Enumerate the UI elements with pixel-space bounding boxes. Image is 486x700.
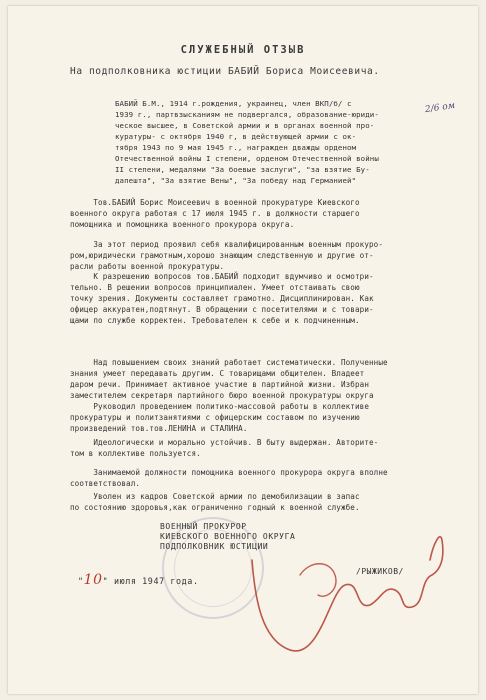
signature-title-line-2: КИЕВСКОГО ВОЕННОГО ОКРУГА bbox=[160, 532, 296, 541]
signatory-name: /РЫЖИКОВ/ bbox=[356, 567, 404, 576]
paragraph-knowledge: Над повышением своих знаний работает систематически. Полученные знания умеет передавать другим. С товарищами общителен. Владеет даром речи. Принимает активное участие в партийной жизни. Избран заместителем секретаря партийного бюро военной прокуратуры округа Руководил проведением политико-массовой работы в коллективе прокуратуры и политзанятиями с офицерским составом по изучению произведений тов.тов.ЛЕНИНА и СТАЛИНА. bbox=[70, 358, 388, 433]
signature-title-line-1: ВОЕННЫЙ ПРОКУРОР bbox=[160, 522, 247, 531]
document-date: "10" июля 1947 года. bbox=[78, 572, 199, 588]
handwritten-note: 2/6 ом bbox=[424, 100, 456, 116]
signature-title-line-3: ПОДПОЛКОВНИК ЮСТИЦИИ bbox=[160, 542, 269, 551]
paragraph-position: Занимаемой должности помощника военного прокурора округа вполне соответствовал. bbox=[70, 468, 388, 488]
document-title: СЛУЖЕБНЫЙ ОТЗЫВ bbox=[180, 44, 306, 56]
paragraph-approach: К разрешению вопросов тов.БАБИЙ подходит вдумчиво и осмотри- тельно. В решении вопросов принципиален. Умеет отстаивать свою точку зрения. Документы составляет грамотно. Дисциплинирован. Как офицер аккуратен,подтянут. В обращении с посетителями и с товари- щами по службе корректен. Требователен к себе и к подчиненным. bbox=[70, 272, 374, 325]
date-rest: " июля 1947 года. bbox=[102, 576, 199, 586]
paragraph-qualification: За этот период проявил себя квалифицированным военным прокуро- ром,юридически грамотным,хорошо знающим следственную и другие от- расли работы военной прокуратуры. bbox=[70, 240, 384, 271]
biography-paragraph: БАБИЙ Б.М., 1914 г.рождения, украинец, член ВКП/б/ с 1939 г., партвзысканиям не подвергался, образование-юриди- ческое высшее, в Советской армии и в органах военной про- куратуры- с октября 1940 г, в действующей армии с ок- тября 1943 по 9 мая 1945 г., награжден дважды орденом Отечественной войны I степени, орденом Отечественной войны II степени, медалями "За боевые заслуги", "за взятие Бу- дапешта", "За взятие Вены", "За победу над Германией" bbox=[115, 99, 379, 185]
paragraph-discharge: Уволен из кадров Советской армии по демобилизации в запас по состоянию здоровья,как ограниченно годный к военной службе. bbox=[70, 492, 360, 512]
document-subtitle: На подполковника юстиции БАБИЙ Бориса Моисеевича. bbox=[70, 66, 380, 77]
paragraph-ideology: Идеологически и морально устойчив. В быту выдержан. Авторите- том в коллективе пользуется. bbox=[70, 438, 379, 458]
date-day: 10 bbox=[83, 572, 103, 588]
paragraph-service: Тов.БАБИЙ Борис Моисеевич в военной прокуратуре Киевского военного округа работая с 17 июля 1945 г. в должности старшего помощника и помощника военного прокурора округа. bbox=[70, 198, 360, 229]
